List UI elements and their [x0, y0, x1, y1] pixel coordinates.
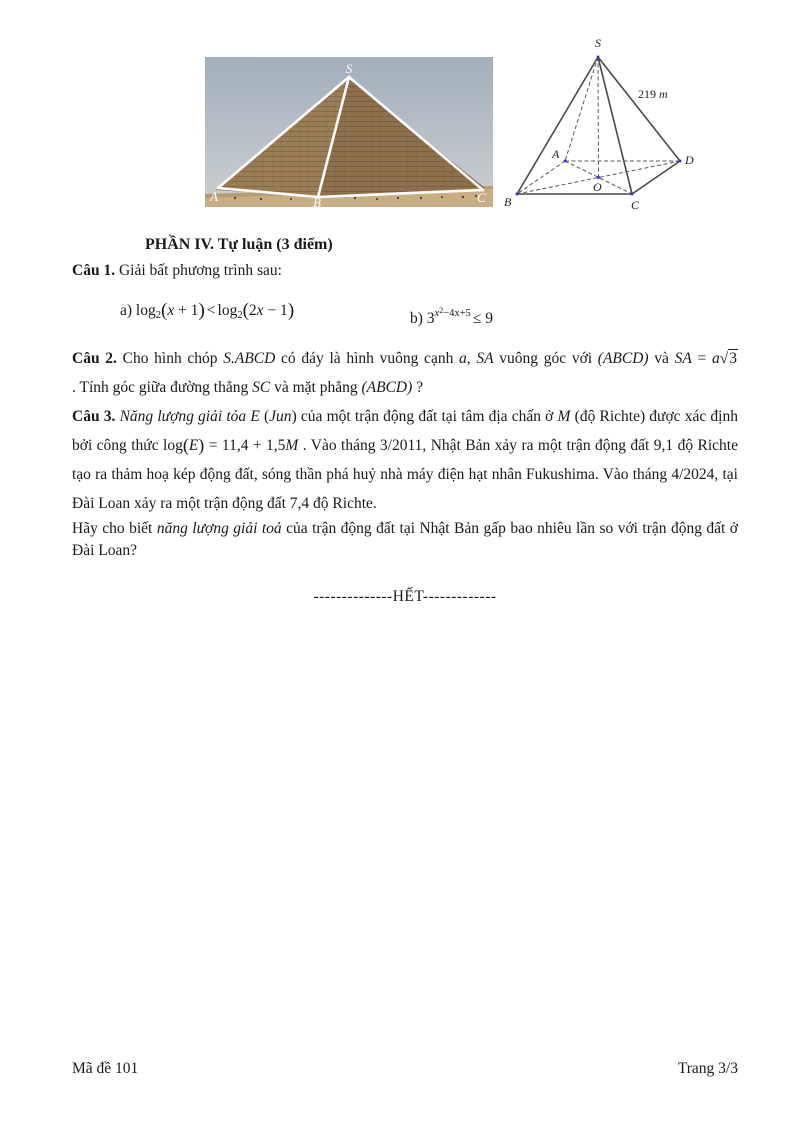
text-segment: (: [259, 408, 270, 425]
right-paren: ): [198, 300, 205, 321]
text-segment: SC: [252, 379, 271, 396]
page-number: Trang 3/3: [677, 1060, 738, 1077]
formula-1a: [120, 300, 294, 327]
left-paren: (: [160, 300, 168, 321]
formula-1a-tag: a): [120, 302, 136, 319]
text-segment: năng lượng giải toả: [156, 520, 282, 537]
text-segment: vuông góc với: [493, 350, 598, 367]
text-segment: M: [557, 408, 571, 425]
edge-cd: [632, 161, 680, 194]
question-3-line-3: [72, 460, 738, 489]
text-segment: √3: [719, 350, 738, 367]
photo-label-c: C: [477, 190, 486, 205]
text-segment: tạo ra thảm hoạ kép động đất, sóng thần phá huỷ nhà máy điện hạt nhân Fukushima. Vào tháng 4/2024, tại: [72, 466, 738, 483]
question-3-prompt-line-1: [72, 518, 738, 540]
edge-length-label: 219 m: [638, 87, 668, 101]
text-segment: SA: [674, 350, 692, 367]
question-2-line-1: [72, 344, 738, 373]
log-operator: log: [135, 302, 156, 319]
text-segment: Hãy cho biết: [72, 520, 157, 537]
end-marker: --------------HẾT-------------: [313, 588, 497, 605]
coefficient: 2: [248, 302, 257, 319]
text-segment: SA: [476, 350, 494, 367]
diagram-label-o: O: [593, 180, 602, 194]
text-segment: và mặt phẳng: [270, 379, 362, 396]
text-segment: a: [459, 350, 467, 367]
text-segment: (ABCD): [597, 350, 649, 367]
text-segment: . Tính góc giữa đường thẳng: [72, 379, 253, 396]
inequality-sign: ≤ 9: [472, 310, 493, 327]
edge-sb: [517, 57, 598, 194]
diagram-label-b: B: [504, 195, 512, 209]
pyramid-photo: [205, 57, 493, 207]
text-segment: Cho hình chóp: [116, 350, 224, 367]
text-segment: (: [182, 435, 189, 455]
question-3-prompt-line-2: [72, 540, 738, 562]
photo-label-s: S: [345, 61, 353, 76]
question-3-line-1: [72, 402, 738, 431]
question-1: [72, 260, 738, 282]
text-segment: . Vào tháng 3/2011, Nhật Bản xảy ra một trận động đất 9,1 độ Richte: [298, 437, 738, 454]
text-segment: Đài Loan xảy ra một trận động đất 7,4 độ Richte.: [72, 495, 377, 512]
pyramid-photo-svg: [205, 57, 493, 207]
text-segment: bởi công thức: [72, 437, 164, 454]
text-segment: (độ Richte) được xác định: [570, 408, 738, 425]
question-2: [72, 344, 738, 402]
pyramid-diagram-svg: [500, 30, 712, 217]
question-1-intro: Giải bất phương trình sau:: [115, 262, 282, 279]
text-segment: có đáy là hình vuông cạnh: [275, 350, 460, 367]
text-segment: Jun: [269, 408, 292, 425]
edge-sa: [565, 57, 598, 161]
text-segment: Đài Loan?: [72, 542, 137, 559]
log-operator: log: [217, 302, 238, 319]
constant-term: + 1: [174, 302, 199, 319]
text-segment: ) của một trận động đất tại tâm địa chấn ở: [291, 408, 558, 425]
question-3: [72, 402, 738, 518]
text-segment: = 11,4 + 1,5: [204, 437, 286, 454]
power-base: 3: [426, 310, 435, 327]
formula-1b: [410, 300, 495, 330]
constant-term: − 1: [263, 302, 288, 319]
radicand: 3: [729, 350, 738, 367]
text-segment: ): [198, 435, 205, 455]
inequality-sign: <: [206, 302, 216, 319]
exam-content: [72, 234, 738, 608]
text-segment: ?: [412, 379, 424, 396]
photo-label-b: B: [313, 195, 321, 207]
text-segment: Câu 3.: [72, 408, 116, 425]
edge-ab: [517, 161, 565, 194]
question-3-line-2: [72, 431, 738, 460]
right-paren: ): [287, 300, 295, 321]
question-2-line-2: [72, 373, 738, 402]
question-3-prompt: [72, 518, 738, 562]
height-so: [598, 57, 599, 178]
text-segment: của trận động đất tại Nhật Bản gấp bao nhiêu lần so với trận động đất ở: [281, 520, 739, 537]
variable-x: x: [434, 308, 440, 319]
text-segment: S.ABCD: [223, 350, 276, 367]
formula-1b-tag: b): [410, 310, 427, 327]
text-segment: Năng lượng giải tỏa E: [119, 408, 260, 425]
exam-code: Mã đề 101: [72, 1060, 139, 1077]
text-segment: và: [648, 350, 675, 367]
text-segment: (ABCD): [361, 379, 413, 396]
text-segment: a: [712, 350, 720, 367]
variable-x: x: [256, 302, 264, 319]
text-segment: Câu 2.: [72, 350, 117, 367]
exponent: [435, 308, 471, 319]
exponent-square: 2: [439, 306, 444, 315]
left-paren: (: [242, 300, 249, 321]
section-heading: PHẦN IV. Tự luận (3 điểm): [145, 236, 333, 253]
text-segment: ,: [466, 350, 477, 367]
diagram-label-c: C: [631, 198, 640, 212]
log-base: 2: [237, 310, 243, 321]
variable-x: x: [167, 302, 175, 319]
exponent-rest: −4x+5: [443, 308, 471, 319]
diagram-label-a: A: [552, 147, 560, 161]
text-segment: E: [188, 437, 199, 454]
question-1-label: Câu 1.: [72, 262, 116, 279]
log-base: 2: [155, 310, 161, 321]
question-3-line-4: [72, 489, 738, 518]
text-segment: log: [163, 437, 183, 454]
diagram-label-s: S: [595, 36, 601, 50]
text-segment: =: [691, 350, 712, 367]
pyramid-diagram: [500, 30, 712, 217]
text-segment: M: [285, 437, 299, 454]
diagram-label-d: D: [685, 153, 694, 167]
photo-label-a: A: [210, 189, 218, 204]
diagram-dashed-edges: [517, 57, 680, 194]
question-1-formulas: [72, 296, 738, 332]
page-footer: [72, 1060, 738, 1078]
